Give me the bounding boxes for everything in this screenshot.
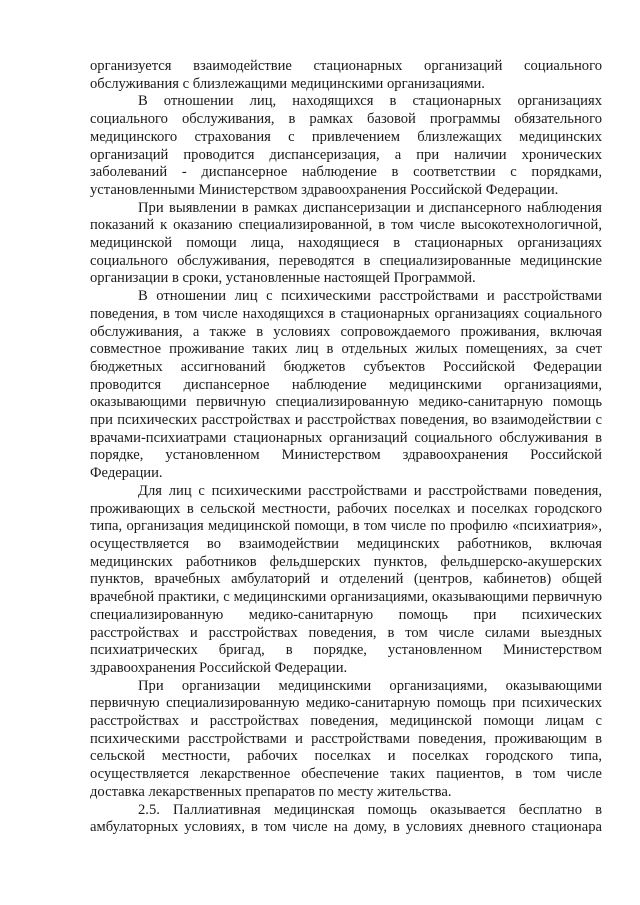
paragraph-4: В отношении лиц с психическими расстройствами и расстройствами поведения, в том числе находящихся в стационарных организациях социального обслуживания, а также в условиях сопровождаемого проживания, включая совместное проживание таких лиц в отдельных жилых помещениях, за счет бюджетных ассигнований бюджетов субъектов Российской Федерации проводится диспансерное наблюдение медицинскими организациями, оказывающими первичную специализированную медико-санитарную помощь при психических расстройствах и расстройствах поведения, во взаимодействии с врачами-психиатрами стационарных организаций социального обслуживания в порядке, установленном Министерством здравоохранения Российской Федерации. [90, 288, 602, 482]
paragraph-2: В отношении лиц, находящихся в стационарных организациях социального обслуживания, в рамках базовой программы обязательного медицинского страхования с привлечением близлежащих медицинских организаций проводится диспансеризация, а при наличии хронических заболеваний - диспансерное наблюдение в соответствии с порядками, установленными Министерством здравоохранения Российской Федерации. [90, 93, 602, 198]
paragraph-3: При выявлении в рамках диспансеризации и диспансерного наблюдения показаний к оказанию специализированной, в том числе высокотехнологичной, медицинской помощи лица, находящиеся в стационарных организациях социального обслуживания, переводятся в специализированные медицинские организации в сроки, установленные настоящей Программой. [90, 199, 602, 287]
paragraph-6: При организации медицинскими организациями, оказывающими первичную специализированную медико-санитарную помощь при психических расстройствах и расстройствах поведения, медицинской помощи лицам с психическими расстройствами и расстройствами поведения, проживающим в сельской местности, рабочих поселках и поселках городского типа, осуществляется лекарственное обеспечение таких пациентов, в том числе доставка лекарственных препаратов по месту жительства. [90, 677, 602, 800]
paragraph-5: Для лиц с психическими расстройствами и расстройствами поведения, проживающих в сельской местности, рабочих поселках и поселках городского типа, организация медицинской помощи, в том числе по профилю «психиатрия», осуществляется во взаимодействии медицинских работников, включая медицинских работников фельдшерских пунктов, фельдшерско-акушерских пунктов, врачебных амбулаторий и отделений (центров, кабинетов) общей врачебной практики, с медицинскими организациями, оказывающими первичную специализированную медико-санитарную помощь при психических расстройствах и расстройствах поведения, в том числе силами выездных психиатрических бригад, в порядке, установленном Министерством здравоохранения Российской Федерации. [90, 482, 602, 676]
document-body [90, 58, 602, 837]
paragraph-1: организуется взаимодействие стационарных организаций социального обслуживания с близлежащими медицинскими организациями. [90, 58, 602, 92]
paragraph-7: 2.5. Паллиативная медицинская помощь оказывается бесплатно в амбулаторных условиях, в том числе на дому, в условиях дневного стационара [90, 801, 602, 836]
